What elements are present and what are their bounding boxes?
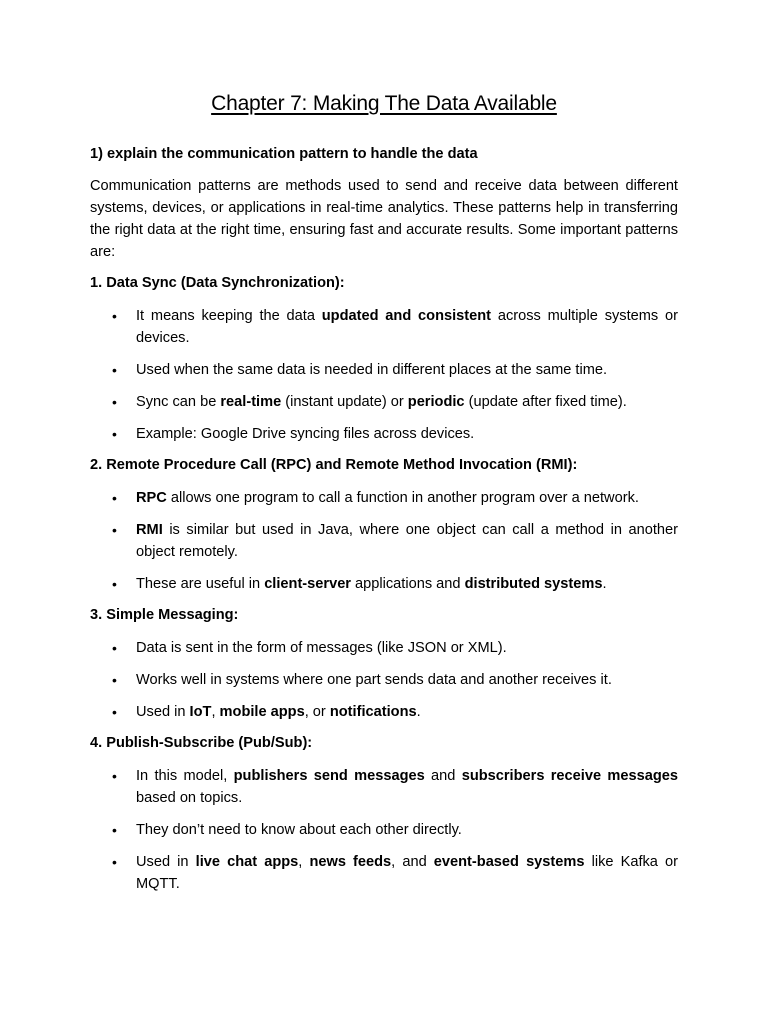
bold-text: event-based systems — [433, 854, 585, 870]
bold-text: subscribers receive messages — [461, 768, 678, 784]
bold-text: IoT — [189, 704, 212, 720]
bold-text: client-server — [264, 576, 351, 592]
bullet-list — [90, 765, 678, 895]
section-heading: 1. Data Sync (Data Synchronization): — [90, 275, 345, 291]
text-run: allows one program to call a function in another program over a network. — [166, 490, 639, 506]
text-run: Used in — [136, 704, 190, 720]
bullet-item — [90, 573, 678, 595]
text-run: is similar but used in Java, where one object can call a method in another object remotely. — [136, 522, 678, 560]
bullet-item — [90, 819, 678, 841]
text-run: , — [298, 854, 310, 870]
intro-paragraph: Communication patterns are methods used to send and receive data between different systems, devices, or applications in real-time analytics. These patterns help in transferring the right data at the right time, ensuring fast and accurate results. Some important patterns are: — [90, 178, 678, 260]
text-run: based on topics. — [136, 790, 243, 806]
bullet-item — [90, 391, 678, 413]
text-run: Sync can be — [136, 394, 221, 410]
text-run: Works well in systems where one part sends data and another receives it. — [136, 672, 612, 688]
question-heading: 1) explain the communication pattern to handle the data — [90, 146, 478, 162]
bullet-item — [90, 519, 678, 563]
text-run: , — [211, 704, 220, 720]
text-run: These are useful in — [136, 576, 265, 592]
bullet-list — [90, 305, 678, 445]
text-run: It means keeping the data — [136, 308, 322, 324]
bullet-list — [90, 637, 678, 723]
bullet-item — [90, 359, 678, 381]
text-run: , and — [391, 854, 434, 870]
text-run: . — [602, 576, 607, 592]
text-run: In this model, — [136, 768, 234, 784]
section-heading: 2. Remote Procedure Call (RPC) and Remote Method Invocation (RMI): — [90, 457, 578, 473]
bullet-item — [90, 669, 678, 691]
bold-text: RPC — [136, 490, 167, 506]
sections-container — [90, 273, 678, 895]
text-run: They don’t need to know about each other directly. — [136, 822, 462, 838]
text-run: and — [424, 768, 462, 784]
bullet-item — [90, 487, 678, 509]
bold-text: publishers send messages — [233, 768, 425, 784]
bold-text: periodic — [407, 394, 465, 410]
page-title: Chapter 7: Making The Data Available — [211, 92, 557, 115]
text-run: Used in — [136, 854, 196, 870]
section-heading: 4. Publish-Subscribe (Pub/Sub): — [90, 735, 313, 751]
text-run: . — [416, 704, 421, 720]
text-run: Data is sent in the form of messages (like JSON or XML). — [136, 640, 507, 656]
bold-text: real-time — [220, 394, 282, 410]
text-run: (update after fixed time). — [464, 394, 627, 410]
bold-text: updated and consistent — [321, 308, 492, 324]
bold-text: mobile apps — [219, 704, 305, 720]
bold-text: news feeds — [309, 854, 392, 870]
bullet-item — [90, 851, 678, 895]
bullet-item — [90, 637, 678, 659]
text-run: , or — [304, 704, 330, 720]
text-run: like Kafka or MQTT. — [136, 854, 678, 892]
text-run: Used when the same data is needed in different places at the same time. — [136, 362, 608, 378]
bold-text: distributed systems — [464, 576, 603, 592]
bullet-list — [90, 487, 678, 595]
text-run: across multiple systems or devices. — [136, 308, 679, 346]
bold-text: notifications — [329, 704, 417, 720]
section-heading: 3. Simple Messaging: — [90, 607, 239, 623]
bold-text: RMI — [136, 522, 163, 538]
bullet-item — [90, 305, 678, 349]
text-run: (instant update) or — [281, 394, 408, 410]
bold-text: live chat apps — [195, 854, 299, 870]
text-run: Example: Google Drive syncing files across devices. — [136, 426, 475, 442]
text-run: applications and — [351, 576, 465, 592]
bullet-item — [90, 765, 678, 809]
bullet-item — [90, 701, 678, 723]
bullet-item — [90, 423, 678, 445]
